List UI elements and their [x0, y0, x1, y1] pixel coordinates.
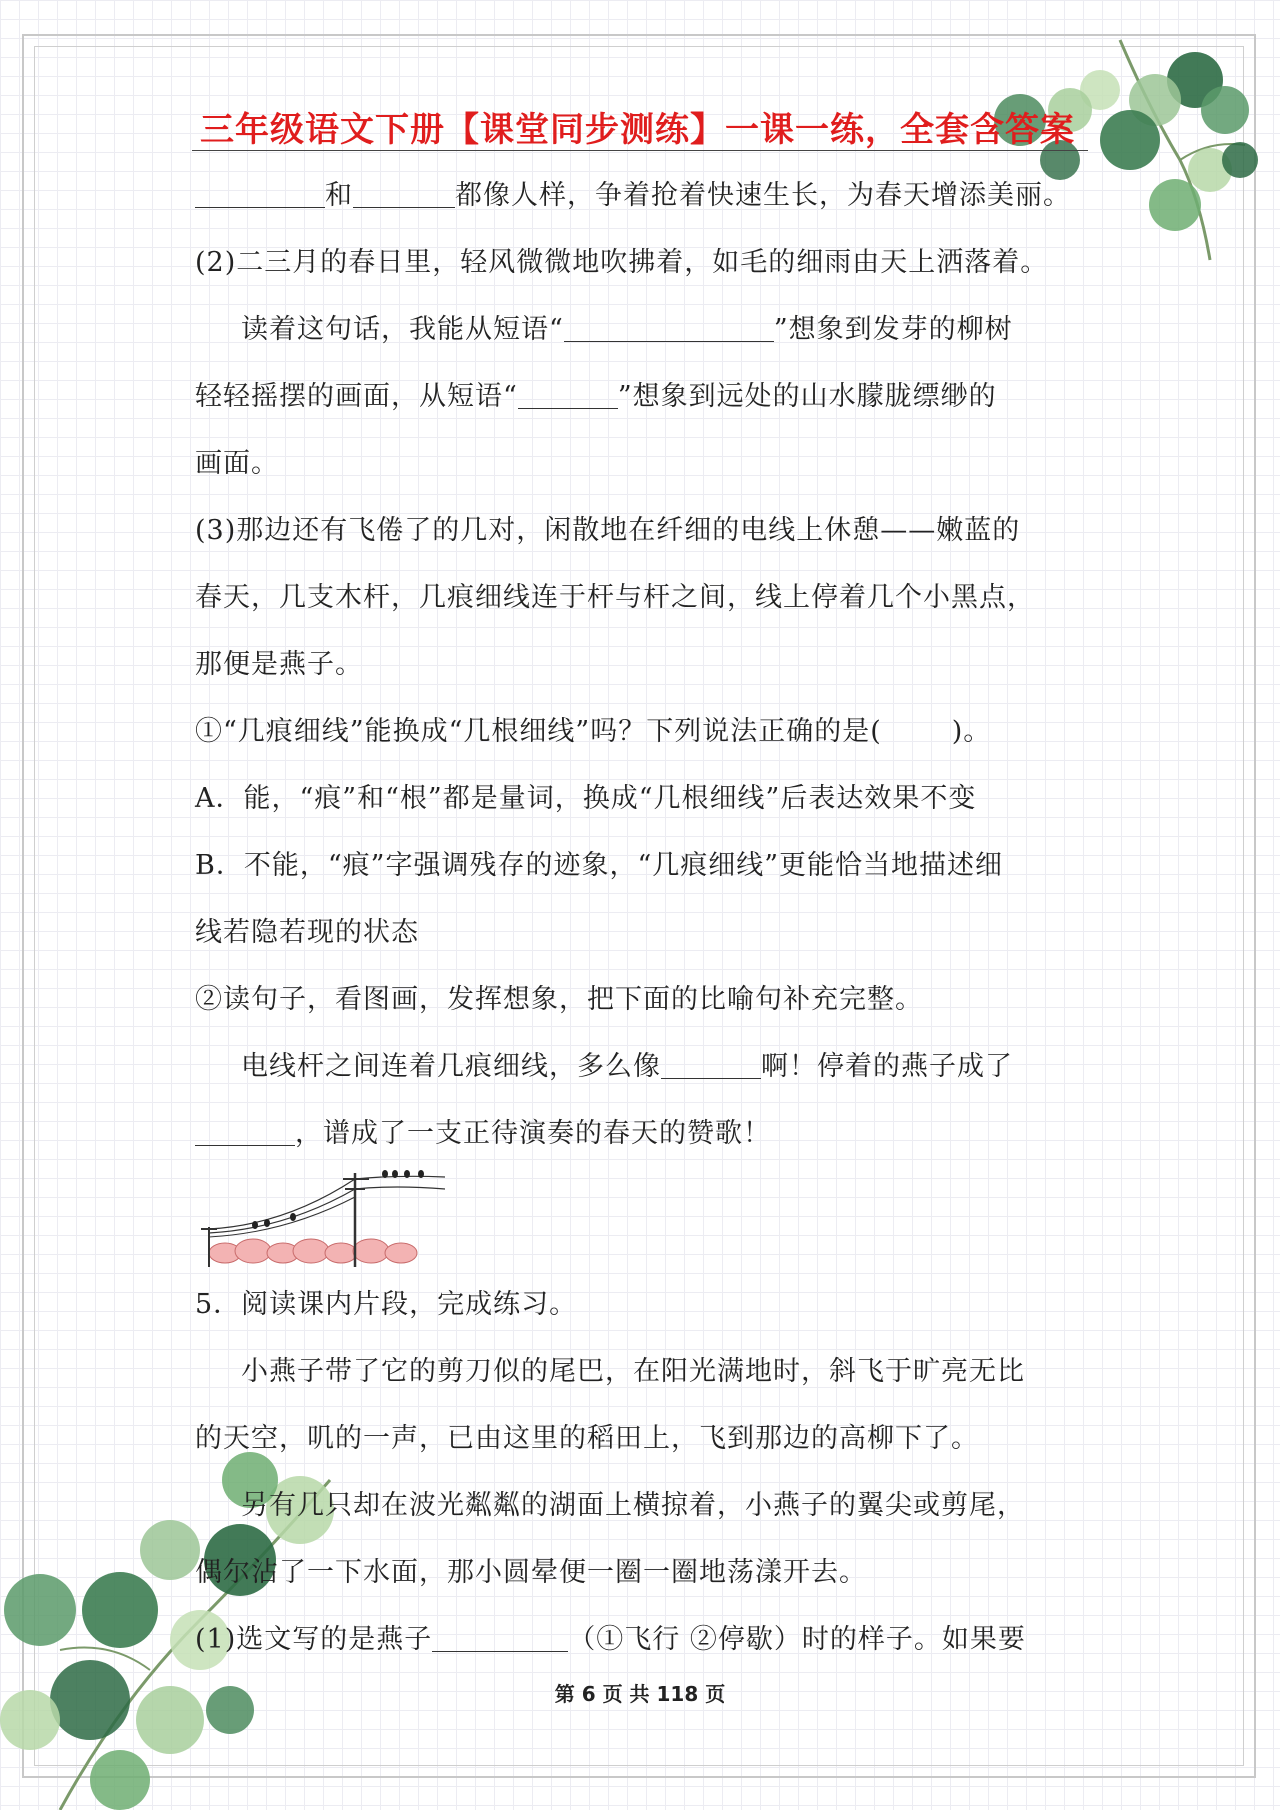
question-5: 5．阅读课内片段，完成练习。: [195, 1289, 578, 1320]
text-line: 读着这句话，我能从短语“ ”想象到发芽的柳树: [241, 314, 1013, 345]
option-b: B．不能，“痕”字强调残存的迹象，“几痕细线”更能恰当地描述细: [195, 850, 1004, 881]
text-line: 和 都像人样，争着抢着快速生长，为春天增添美丽。: [195, 162, 1085, 229]
answer-blank: [353, 179, 455, 208]
answer-blank: [564, 313, 774, 342]
answer-blank: [432, 1623, 568, 1652]
power-line-illustration: [195, 1167, 1085, 1271]
text-line: 春天，几支木杆，几痕细线连于杆与杆之间，线上停着几个小黑点，: [195, 582, 1035, 613]
answer-blank: [518, 380, 618, 409]
text-line: ，谱成了一支正待演奏的春天的赞歌！: [195, 1100, 1085, 1167]
swallows-on-wires-image: [195, 1167, 455, 1271]
text-line: 那便是燕子。: [195, 649, 363, 680]
document-body: [195, 162, 1085, 1673]
page-title: 三年级语文下册【课堂同步测练】一课一练，全套含答案: [200, 110, 1075, 150]
text-line: (2)二三月的春日里，轻风微微地吹拂着，如毛的细雨由天上洒落着。: [195, 247, 1049, 278]
title-underline: [192, 150, 1088, 151]
text-line: ②读句子，看图画，发挥想象，把下面的比喻句补充完整。: [195, 984, 923, 1015]
text-line: 另有几只却在波光粼粼的湖面上横掠着，小燕子的翼尖或剪尾，: [241, 1490, 1025, 1521]
answer-blank: [195, 179, 325, 208]
text-line: 偶尔沾了一下水面，那小圆晕便一圈一圈地荡漾开去。: [195, 1557, 867, 1588]
text-line: 画面。: [195, 448, 279, 479]
text-line: 小燕子带了它的剪刀似的尾巴，在阳光满地时，斜飞于旷亮无比: [241, 1356, 1025, 1387]
text-line: 线若隐若现的状态: [195, 917, 419, 948]
text-line: 的天空，叽的一声，已由这里的稻田上，飞到那边的高柳下了。: [195, 1423, 979, 1454]
text-line: (1)选文写的是燕子 （①飞行 ②停歇）时的样子。如果要: [195, 1624, 1026, 1655]
text-line: (3)那边还有飞倦了的几对，闲散地在纤细的电线上休憩——嫩蓝的: [195, 515, 1021, 546]
option-a: A．能，“痕”和“根”都是量词，换成“几根细线”后表达效果不变: [195, 783, 977, 814]
answer-blank: [195, 1117, 295, 1146]
answer-blank: [661, 1050, 761, 1079]
text-line: ①“几痕细线”能换成“几根细线”吗？下列说法正确的是( )。: [195, 716, 992, 747]
page-number: 第 6 页 共 118 页: [554, 1682, 726, 1706]
text-line: 电线杆之间连着几痕细线，多么像 啊！停着的燕子成了: [241, 1051, 1013, 1082]
text-line: 轻轻摇摆的画面，从短语“ ”想象到远处的山水朦胧缥缈的: [195, 381, 997, 412]
